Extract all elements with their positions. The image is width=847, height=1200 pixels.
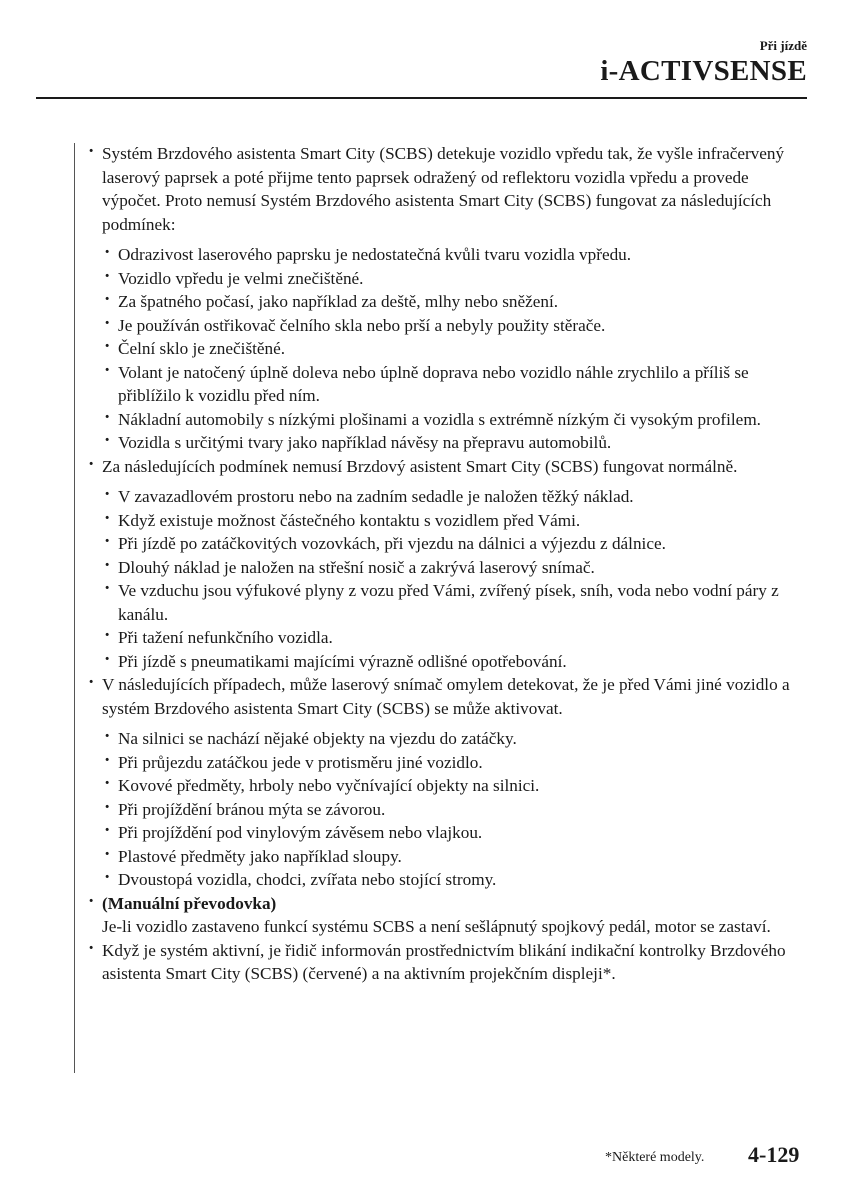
- manual-transmission-text: Je-li vozidlo zastaveno funkcí systému SCBS a není sešlápnutý spojkový pedál, motor se zastaví.: [102, 917, 771, 936]
- content-side-rule: [74, 143, 75, 1073]
- list-item: · Kovové předměty, hrboly nebo vyčnívající objekty na silnici.: [102, 774, 798, 798]
- list-item: · Dlouhý náklad je naložen na střešní nosič a zakrývá laserový snímač.: [102, 556, 798, 580]
- list-item: · V zavazadlovém prostoru nebo na zadním sedadle je naložen těžký náklad.: [102, 485, 798, 509]
- list-item: · Dvoustopá vozidla, chodci, zvířata nebo stojící stromy.: [102, 868, 798, 892]
- list-item: · Na silnici se nachází nějaké objekty na vjezdu do zatáčky.: [102, 727, 798, 751]
- sublist-conditions-abnormal: [102, 485, 798, 673]
- bullet-paragraph-false-detection: · V následujících případech, může laserový snímač omylem detekovat, že je před Vámi jiné vozidlo a systém Brzdového asistenta Smart City (SCBS) se může aktivovat.: [86, 673, 798, 720]
- sublist-false-detection: [102, 727, 798, 892]
- list-item: · Plastové předměty jako například sloupy.: [102, 845, 798, 869]
- list-item: · Při tažení nefunkčního vozidla.: [102, 626, 798, 650]
- footnote: *Některé modely.: [605, 1150, 705, 1165]
- bullet-paragraph-manual-transmission: [86, 892, 798, 939]
- list-item: · Při jízdě po zatáčkovitých vozovkách, při vjezdu na dálnici a výjezdu z dálnice.: [102, 532, 798, 556]
- page-number: 4-129: [748, 1142, 800, 1167]
- list-item: · Když existuje možnost částečného kontaktu s vozidlem před Vámi.: [102, 509, 798, 533]
- list-item: · Při projíždění pod vinylovým závěsem nebo vlajkou.: [102, 821, 798, 845]
- list-item: · Volant je natočený úplně doleva nebo úplně doprava nebo vozidlo náhle zrychlilo a příliš se přiblížilo k vozidlu před ním.: [102, 361, 798, 408]
- section-heading: Při jízdě: [759, 38, 807, 53]
- list-item: · Nákladní automobily s nízkými plošinami a vozidla s extrémně nízkým či vysokým profilem.: [102, 408, 798, 432]
- list-item: · Při průjezdu zatáčkou jede v protisměru jiné vozidlo.: [102, 751, 798, 775]
- list-item: · Vozidlo vpředu je velmi znečištěné.: [102, 267, 798, 291]
- list-item: · Je používán ostřikovač čelního skla nebo prší a nebyly použity stěrače.: [102, 314, 798, 338]
- header-divider: [36, 97, 807, 99]
- list-item: · Vozidla s určitými tvary jako například návěsy na přepravu automobilů.: [102, 431, 798, 455]
- list-item: · Za špatného počasí, jako například za deště, mlhy nebo sněžení.: [102, 290, 798, 314]
- manual-transmission-heading: (Manuální převodovka): [102, 893, 277, 913]
- list-item: · Při projíždění bránou mýta se závorou.: [102, 798, 798, 822]
- main-content: [86, 142, 798, 986]
- sublist-conditions-not-working: [102, 243, 798, 455]
- bullet-paragraph-abnormal: · Za následujících podmínek nemusí Brzdový asistent Smart City (SCBS) fungovat normálně.: [86, 455, 798, 479]
- list-item: · Čelní sklo je znečištěné.: [102, 337, 798, 361]
- list-item: · Ve vzduchu jsou výfukové plyny z vozu před Vámi, zvířený písek, sníh, voda nebo vodní páry z kanálu.: [102, 579, 798, 626]
- bullet-paragraph-indicator: · Když je systém aktivní, je řidič informován prostřednictvím blikání indikační kontrolky Brzdového asistenta Smart City (SCBS) (červené) a na aktivním projekčním displeji*.: [86, 939, 798, 986]
- list-item: · Odrazivost laserového paprsku je nedostatečná kvůli tvaru vozidla vpředu.: [102, 243, 798, 267]
- page-title: i-ACTIVSENSE: [600, 55, 807, 87]
- list-item: · Při jízdě s pneumatikami majícími výrazně odlišné opotřebování.: [102, 650, 798, 674]
- bullet-paragraph-detection: · Systém Brzdového asistenta Smart City (SCBS) detekuje vozidlo vpředu tak, že vyšle infračervený laserový paprsek a poté přijme tento paprsek odražený od reflektoru vozidla vpředu a provede výpočet. Proto nemusí Systém Brzdového asistenta Smart City (SCBS) fungovat za následujících podmínek:: [86, 142, 798, 236]
